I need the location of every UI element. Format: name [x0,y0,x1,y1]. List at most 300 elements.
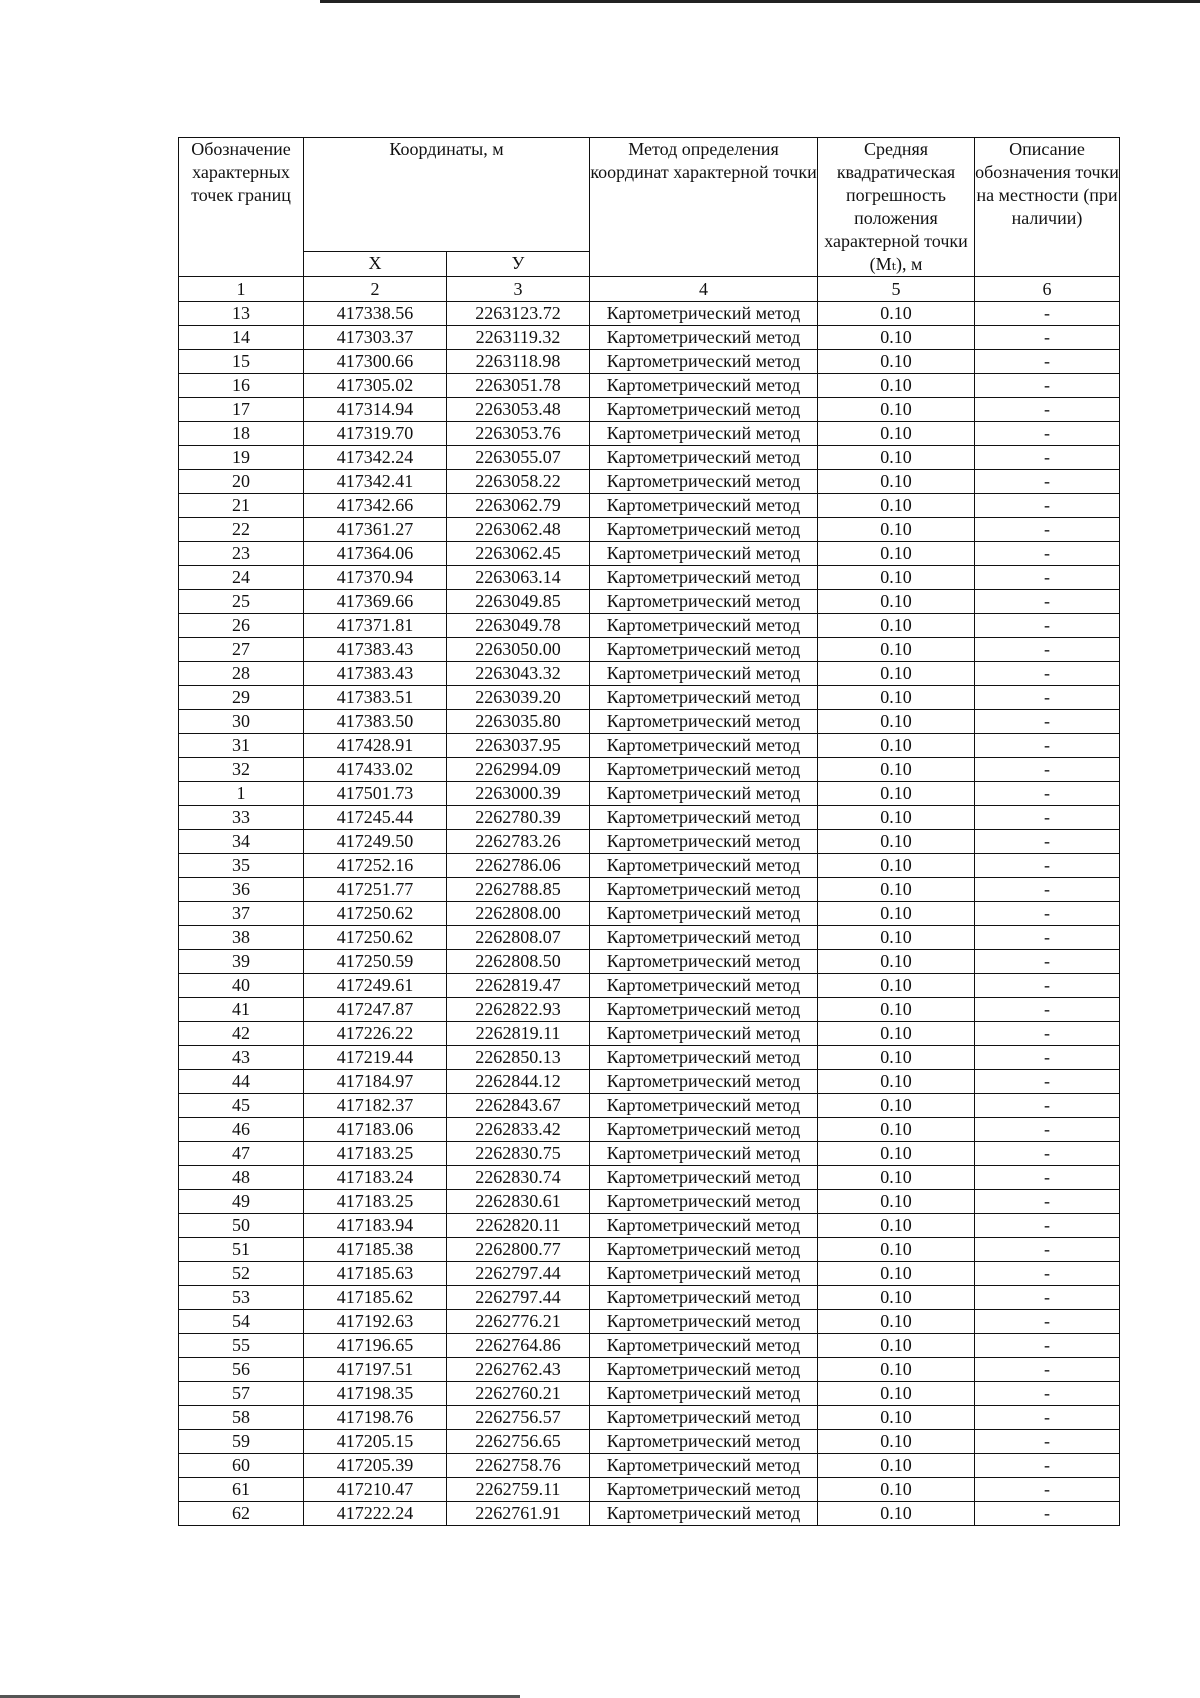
point-number-cell: 42 [179,1022,304,1046]
description-cell: - [975,398,1120,422]
point-number-cell: 31 [179,734,304,758]
accuracy-cell: 0.10 [818,1142,975,1166]
description-cell: - [975,1070,1120,1094]
accuracy-cell: 0.10 [818,398,975,422]
y-coordinate-cell: 2262760.21 [447,1382,590,1406]
point-number-cell: 61 [179,1478,304,1502]
x-coordinate-cell: 417342.66 [304,494,447,518]
description-cell: - [975,782,1120,806]
accuracy-cell: 0.10 [818,1454,975,1478]
x-coordinate-cell: 417342.41 [304,470,447,494]
y-coordinate-cell: 2263053.48 [447,398,590,422]
x-coordinate-cell: 417303.37 [304,326,447,350]
method-cell: Картометрический метод [590,1070,818,1094]
description-cell: - [975,470,1120,494]
table-row [179,494,1120,518]
accuracy-cell: 0.10 [818,1334,975,1358]
x-coordinate-cell: 417383.43 [304,662,447,686]
table-row [179,758,1120,782]
point-number-cell: 50 [179,1214,304,1238]
description-cell: - [975,1022,1120,1046]
point-number-cell: 16 [179,374,304,398]
point-number-cell: 29 [179,686,304,710]
accuracy-cell: 0.10 [818,926,975,950]
description-cell: - [975,422,1120,446]
accuracy-cell: 0.10 [818,902,975,926]
boundary-points-table [178,137,1120,1526]
accuracy-cell: 0.10 [818,422,975,446]
x-coordinate-cell: 417183.25 [304,1142,447,1166]
table-row [179,1094,1120,1118]
y-coordinate-cell: 2262788.85 [447,878,590,902]
x-coordinate-cell: 417250.59 [304,950,447,974]
table-row [179,974,1120,998]
accuracy-cell: 0.10 [818,302,975,326]
method-cell: Картометрический метод [590,1454,818,1478]
table-row [179,1214,1120,1238]
table-row [179,734,1120,758]
x-coordinate-cell: 417185.63 [304,1262,447,1286]
accuracy-cell: 0.10 [818,830,975,854]
accuracy-cell: 0.10 [818,470,975,494]
point-number-cell: 35 [179,854,304,878]
y-coordinate-cell: 2263043.32 [447,662,590,686]
y-coordinate-cell: 2262844.12 [447,1070,590,1094]
y-coordinate-cell: 2262780.39 [447,806,590,830]
table-row [179,998,1120,1022]
description-cell: - [975,1190,1120,1214]
method-cell: Картометрический метод [590,638,818,662]
table-row [179,326,1120,350]
point-number-cell: 28 [179,662,304,686]
description-cell: - [975,542,1120,566]
table-row [179,830,1120,854]
x-coordinate-cell: 417383.43 [304,638,447,662]
x-coordinate-cell: 417183.25 [304,1190,447,1214]
table-row [179,518,1120,542]
table-row [179,1502,1120,1526]
accuracy-cell: 0.10 [818,662,975,686]
method-cell: Картометрический метод [590,854,818,878]
y-coordinate-cell: 2262843.67 [447,1094,590,1118]
accuracy-cell: 0.10 [818,710,975,734]
table-row [179,350,1120,374]
table-row [179,686,1120,710]
y-coordinate-cell: 2262762.43 [447,1358,590,1382]
point-number-cell: 44 [179,1070,304,1094]
table-row [179,302,1120,326]
table-row [179,638,1120,662]
table-row [179,1070,1120,1094]
accuracy-cell: 0.10 [818,1070,975,1094]
description-cell: - [975,1382,1120,1406]
table-row [179,1046,1120,1070]
table-row [179,1406,1120,1430]
x-coordinate-cell: 417183.94 [304,1214,447,1238]
x-coordinate-cell: 417245.44 [304,806,447,830]
y-coordinate-cell: 2263118.98 [447,350,590,374]
method-cell: Картометрический метод [590,542,818,566]
method-cell: Картометрический метод [590,782,818,806]
x-coordinate-cell: 417185.62 [304,1286,447,1310]
x-coordinate-cell: 417198.35 [304,1382,447,1406]
method-cell: Картометрический метод [590,1286,818,1310]
y-coordinate-cell: 2262833.42 [447,1118,590,1142]
x-coordinate-cell: 417249.50 [304,830,447,854]
x-coordinate-cell: 417247.87 [304,998,447,1022]
accuracy-cell: 0.10 [818,1382,975,1406]
table-row [179,1142,1120,1166]
method-cell: Картометрический метод [590,902,818,926]
method-cell: Картометрический метод [590,374,818,398]
accuracy-cell: 0.10 [818,350,975,374]
accuracy-cell: 0.10 [818,782,975,806]
x-coordinate-cell: 417210.47 [304,1478,447,1502]
table-body [179,302,1120,1526]
y-coordinate-cell: 2262783.26 [447,830,590,854]
x-coordinate-cell: 417428.91 [304,734,447,758]
method-cell: Картометрический метод [590,1214,818,1238]
description-cell: - [975,518,1120,542]
accuracy-cell: 0.10 [818,614,975,638]
accuracy-cell: 0.10 [818,1166,975,1190]
description-cell: - [975,1406,1120,1430]
point-number-cell: 22 [179,518,304,542]
point-number-cell: 46 [179,1118,304,1142]
table-row [179,926,1120,950]
method-cell: Картометрический метод [590,1118,818,1142]
y-coordinate-cell: 2263037.95 [447,734,590,758]
table-row [179,1382,1120,1406]
accuracy-cell: 0.10 [818,1502,975,1526]
column-number: 2 [304,277,447,302]
y-coordinate-cell: 2263049.85 [447,590,590,614]
x-coordinate-cell: 417185.38 [304,1238,447,1262]
x-coordinate-cell: 417196.65 [304,1334,447,1358]
method-cell: Картометрический метод [590,1406,818,1430]
method-cell: Картометрический метод [590,710,818,734]
accuracy-cell: 0.10 [818,1478,975,1502]
description-cell: - [975,830,1120,854]
method-cell: Картометрический метод [590,566,818,590]
x-coordinate-cell: 417371.81 [304,614,447,638]
method-cell: Картометрический метод [590,998,818,1022]
accuracy-cell: 0.10 [818,758,975,782]
accuracy-cell: 0.10 [818,518,975,542]
description-cell: - [975,1214,1120,1238]
accuracy-cell: 0.10 [818,374,975,398]
table-row [179,878,1120,902]
method-cell: Картометрический метод [590,1094,818,1118]
description-cell: - [975,1094,1120,1118]
accuracy-cell: 0.10 [818,590,975,614]
description-cell: - [975,1166,1120,1190]
accuracy-cell: 0.10 [818,566,975,590]
y-coordinate-cell: 2262786.06 [447,854,590,878]
point-number-cell: 58 [179,1406,304,1430]
x-coordinate-cell: 417361.27 [304,518,447,542]
table-row [179,1166,1120,1190]
accuracy-cell: 0.10 [818,1022,975,1046]
x-coordinate-cell: 417314.94 [304,398,447,422]
header-x: Х [304,251,447,276]
y-coordinate-cell: 2263058.22 [447,470,590,494]
table-row [179,1190,1120,1214]
x-coordinate-cell: 417300.66 [304,350,447,374]
description-cell: - [975,302,1120,326]
point-number-cell: 41 [179,998,304,1022]
y-coordinate-cell: 2262808.50 [447,950,590,974]
method-cell: Картометрический метод [590,350,818,374]
table-row [179,902,1120,926]
accuracy-cell: 0.10 [818,950,975,974]
description-cell: - [975,1286,1120,1310]
method-cell: Картометрический метод [590,686,818,710]
accuracy-cell: 0.10 [818,446,975,470]
method-cell: Картометрический метод [590,758,818,782]
point-number-cell: 43 [179,1046,304,1070]
accuracy-cell: 0.10 [818,734,975,758]
y-coordinate-cell: 2263123.72 [447,302,590,326]
x-coordinate-cell: 417383.51 [304,686,447,710]
method-cell: Картометрический метод [590,1382,818,1406]
method-cell: Картометрический метод [590,302,818,326]
point-number-cell: 39 [179,950,304,974]
column-number: 3 [447,277,590,302]
accuracy-cell: 0.10 [818,1430,975,1454]
method-cell: Картометрический метод [590,830,818,854]
y-coordinate-cell: 2262819.11 [447,1022,590,1046]
y-coordinate-cell: 2262850.13 [447,1046,590,1070]
y-coordinate-cell: 2263051.78 [447,374,590,398]
x-coordinate-cell: 417251.77 [304,878,447,902]
description-cell: - [975,806,1120,830]
point-number-cell: 23 [179,542,304,566]
x-coordinate-cell: 417319.70 [304,422,447,446]
table-row [179,662,1120,686]
x-coordinate-cell: 417183.24 [304,1166,447,1190]
accuracy-cell: 0.10 [818,686,975,710]
y-coordinate-cell: 2263050.00 [447,638,590,662]
description-cell: - [975,1334,1120,1358]
point-number-cell: 13 [179,302,304,326]
method-cell: Картометрический метод [590,878,818,902]
method-cell: Картометрический метод [590,614,818,638]
y-coordinate-cell: 2262819.47 [447,974,590,998]
table-row [179,1430,1120,1454]
table-row [179,782,1120,806]
x-coordinate-cell: 417205.39 [304,1454,447,1478]
x-coordinate-cell: 417338.56 [304,302,447,326]
method-cell: Картометрический метод [590,1022,818,1046]
table-row [179,374,1120,398]
method-cell: Картометрический метод [590,518,818,542]
y-coordinate-cell: 2263055.07 [447,446,590,470]
description-cell: - [975,1478,1120,1502]
description-cell: - [975,926,1120,950]
point-number-cell: 38 [179,926,304,950]
point-number-cell: 15 [179,350,304,374]
table-row [179,614,1120,638]
x-coordinate-cell: 417183.06 [304,1118,447,1142]
description-cell: - [975,638,1120,662]
description-cell: - [975,902,1120,926]
method-cell: Картометрический метод [590,1334,818,1358]
accuracy-cell: 0.10 [818,1118,975,1142]
point-number-cell: 52 [179,1262,304,1286]
table-row [179,1334,1120,1358]
point-number-cell: 24 [179,566,304,590]
method-cell: Картометрический метод [590,1262,818,1286]
accuracy-cell: 0.10 [818,1214,975,1238]
description-cell: - [975,1262,1120,1286]
accuracy-cell: 0.10 [818,1262,975,1286]
method-cell: Картометрический метод [590,590,818,614]
description-cell: - [975,998,1120,1022]
point-number-cell: 34 [179,830,304,854]
table-row [179,542,1120,566]
y-coordinate-cell: 2262808.00 [447,902,590,926]
x-coordinate-cell: 417252.16 [304,854,447,878]
point-number-cell: 54 [179,1310,304,1334]
y-coordinate-cell: 2263063.14 [447,566,590,590]
y-coordinate-cell: 2262797.44 [447,1286,590,1310]
description-cell: - [975,1238,1120,1262]
table-row [179,1262,1120,1286]
column-number: 5 [818,277,975,302]
x-coordinate-cell: 417433.02 [304,758,447,782]
description-cell: - [975,1502,1120,1526]
accuracy-cell: 0.10 [818,1190,975,1214]
y-coordinate-cell: 2263062.79 [447,494,590,518]
accuracy-cell: 0.10 [818,1406,975,1430]
header-accuracy: Средняя квадратическая погрешность положения характерной точки (Mₜ), м [818,138,975,277]
table-row [179,398,1120,422]
point-number-cell: 14 [179,326,304,350]
point-number-cell: 60 [179,1454,304,1478]
point-number-cell: 1 [179,782,304,806]
description-cell: - [975,974,1120,998]
point-number-cell: 57 [179,1382,304,1406]
point-number-cell: 36 [179,878,304,902]
table-row [179,854,1120,878]
x-coordinate-cell: 417249.61 [304,974,447,998]
table-row [179,590,1120,614]
y-coordinate-cell: 2262820.11 [447,1214,590,1238]
x-coordinate-cell: 417501.73 [304,782,447,806]
x-coordinate-cell: 417370.94 [304,566,447,590]
x-coordinate-cell: 417364.06 [304,542,447,566]
description-cell: - [975,1358,1120,1382]
method-cell: Картометрический метод [590,1238,818,1262]
accuracy-cell: 0.10 [818,1094,975,1118]
table-row [179,446,1120,470]
x-coordinate-cell: 417205.15 [304,1430,447,1454]
accuracy-cell: 0.10 [818,878,975,902]
column-number: 4 [590,277,818,302]
method-cell: Картометрический метод [590,1478,818,1502]
accuracy-cell: 0.10 [818,998,975,1022]
method-cell: Картометрический метод [590,662,818,686]
description-cell: - [975,1046,1120,1070]
table-row [179,1358,1120,1382]
point-number-cell: 49 [179,1190,304,1214]
x-coordinate-cell: 417219.44 [304,1046,447,1070]
y-coordinate-cell: 2263039.20 [447,686,590,710]
method-cell: Картометрический метод [590,950,818,974]
header-description: Описание обозначения точки на местности (при наличии) [975,138,1120,277]
header-y: У [447,251,590,276]
point-number-cell: 20 [179,470,304,494]
y-coordinate-cell: 2263000.39 [447,782,590,806]
description-cell: - [975,710,1120,734]
point-number-cell: 19 [179,446,304,470]
x-coordinate-cell: 417192.63 [304,1310,447,1334]
description-cell: - [975,878,1120,902]
y-coordinate-cell: 2262756.57 [447,1406,590,1430]
description-cell: - [975,854,1120,878]
point-number-cell: 18 [179,422,304,446]
accuracy-cell: 0.10 [818,1310,975,1334]
y-coordinate-cell: 2263119.32 [447,326,590,350]
point-number-cell: 53 [179,1286,304,1310]
y-coordinate-cell: 2262830.74 [447,1166,590,1190]
method-cell: Картометрический метод [590,734,818,758]
description-cell: - [975,758,1120,782]
y-coordinate-cell: 2263035.80 [447,710,590,734]
method-cell: Картометрический метод [590,470,818,494]
y-coordinate-cell: 2262759.11 [447,1478,590,1502]
point-number-cell: 55 [179,1334,304,1358]
table-row [179,422,1120,446]
x-coordinate-cell: 417250.62 [304,926,447,950]
method-cell: Картометрический метод [590,974,818,998]
column-number: 6 [975,277,1120,302]
accuracy-cell: 0.10 [818,638,975,662]
accuracy-cell: 0.10 [818,854,975,878]
accuracy-cell: 0.10 [818,542,975,566]
method-cell: Картометрический метод [590,1310,818,1334]
point-number-cell: 27 [179,638,304,662]
column-number-row [179,277,1120,302]
accuracy-cell: 0.10 [818,1358,975,1382]
description-cell: - [975,1310,1120,1334]
y-coordinate-cell: 2263049.78 [447,614,590,638]
y-coordinate-cell: 2262764.86 [447,1334,590,1358]
method-cell: Картометрический метод [590,1166,818,1190]
accuracy-cell: 0.10 [818,1238,975,1262]
method-cell: Картометрический метод [590,1430,818,1454]
table-row [179,566,1120,590]
description-cell: - [975,662,1120,686]
point-number-cell: 48 [179,1166,304,1190]
x-coordinate-cell: 417305.02 [304,374,447,398]
method-cell: Картометрический метод [590,326,818,350]
point-number-cell: 30 [179,710,304,734]
x-coordinate-cell: 417226.22 [304,1022,447,1046]
table-row [179,1022,1120,1046]
x-coordinate-cell: 417182.37 [304,1094,447,1118]
y-coordinate-cell: 2263053.76 [447,422,590,446]
header-method: Метод определения координат характерной точки [590,138,818,277]
method-cell: Картометрический метод [590,1502,818,1526]
table-row [179,806,1120,830]
y-coordinate-cell: 2262830.75 [447,1142,590,1166]
point-number-cell: 32 [179,758,304,782]
point-number-cell: 25 [179,590,304,614]
y-coordinate-cell: 2262808.07 [447,926,590,950]
table-row [179,1310,1120,1334]
